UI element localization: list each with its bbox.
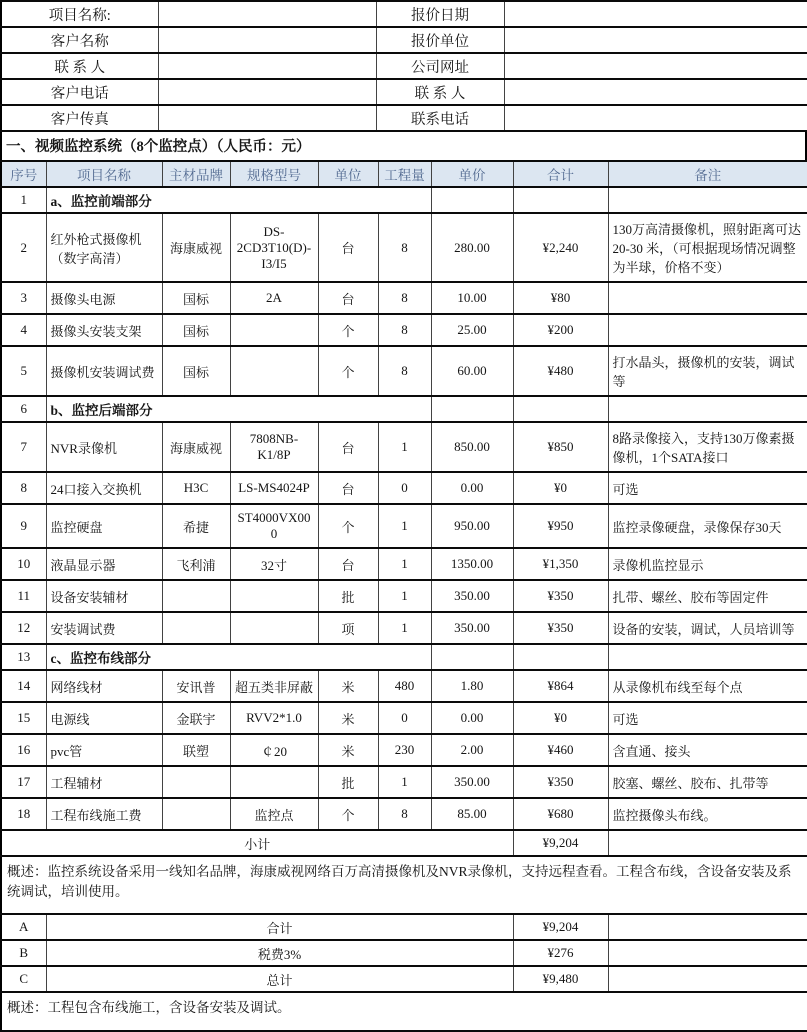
- table-row: [1, 856, 807, 914]
- cell-brand: H3C: [162, 472, 230, 504]
- cell-price: 350.00: [431, 766, 513, 798]
- cell-price: 10.00: [431, 282, 513, 314]
- cell-total: ¥80: [513, 282, 608, 314]
- cell-remark: 监控录像硬盘，录像保存30天: [608, 504, 807, 548]
- cell-spec: 7808NB-K1/8P: [230, 422, 318, 472]
- info-left-label: 联 系 人: [1, 53, 158, 79]
- cell-remark: 从录像机布线至每个点: [608, 670, 807, 702]
- cell-remark: 录像机监控显示: [608, 548, 807, 580]
- summary-value: ¥9,480: [513, 966, 608, 992]
- table-row: [1, 644, 807, 670]
- cell-no: 14: [1, 670, 46, 702]
- section-heading: c、监控布线部分: [46, 644, 431, 670]
- cell-unit: 项: [318, 612, 378, 644]
- info-right-label: 报价日期: [376, 1, 504, 27]
- cell-remark: [608, 314, 807, 346]
- summary-value: ¥9,204: [513, 914, 608, 940]
- cell-total: ¥850: [513, 422, 608, 472]
- column-header: 合计: [513, 161, 608, 187]
- section-title: 一、视频监控系统（8个监控点）（人民币：元）: [0, 132, 807, 160]
- summary-label: 税费3%: [46, 940, 513, 966]
- cell-spec: 32寸: [230, 548, 318, 580]
- table-row: [1, 992, 807, 1031]
- table-row: [1, 830, 807, 856]
- cell-name: 24口接入交换机: [46, 472, 162, 504]
- cell-price-empty: [431, 396, 513, 422]
- summary-letter: A: [1, 914, 46, 940]
- cell-name: 安装调试费: [46, 612, 162, 644]
- cell-unit: 个: [318, 314, 378, 346]
- cell-spec: ST4000VX000: [230, 504, 318, 548]
- cell-price: 60.00: [431, 346, 513, 396]
- cell-price: 2.00: [431, 734, 513, 766]
- cell-qty: 8: [378, 314, 431, 346]
- summary-label: 合计: [46, 914, 513, 940]
- cell-no: 4: [1, 314, 46, 346]
- table-row: [1, 213, 807, 282]
- info-right-value: [504, 79, 807, 105]
- cell-qty: 1: [378, 612, 431, 644]
- cell-no: 18: [1, 798, 46, 830]
- subtotal-value: ¥9,204: [513, 830, 608, 856]
- info-left-value: [158, 1, 376, 27]
- cell-total-empty: [513, 187, 608, 213]
- info-right-value: [504, 27, 807, 53]
- table-row: [1, 282, 807, 314]
- cell-total: ¥864: [513, 670, 608, 702]
- info-row: [1, 79, 807, 105]
- cell-qty: 8: [378, 798, 431, 830]
- table-row: [1, 472, 807, 504]
- info-left-value: [158, 53, 376, 79]
- table-row: [1, 914, 807, 940]
- cell-qty: 1: [378, 580, 431, 612]
- cell-unit: 个: [318, 504, 378, 548]
- cell-unit: 台: [318, 472, 378, 504]
- cell-name: 液晶显示器: [46, 548, 162, 580]
- cell-unit: 台: [318, 548, 378, 580]
- column-header: 备注: [608, 161, 807, 187]
- table-row: [1, 422, 807, 472]
- cell-brand: 联塑: [162, 734, 230, 766]
- cell-unit: 个: [318, 798, 378, 830]
- summary-letter: B: [1, 940, 46, 966]
- cell-no: 3: [1, 282, 46, 314]
- cell-price-empty: [431, 644, 513, 670]
- cell-spec: [230, 766, 318, 798]
- cell-name: 电源线: [46, 702, 162, 734]
- cell-name: 监控硬盘: [46, 504, 162, 548]
- cell-remark: 监控摄像头布线。: [608, 798, 807, 830]
- summary-letter: C: [1, 966, 46, 992]
- cell-unit: 台: [318, 422, 378, 472]
- info-left-label: 客户电话: [1, 79, 158, 105]
- cell-qty: 0: [378, 702, 431, 734]
- cell-price: 25.00: [431, 314, 513, 346]
- info-row: [1, 53, 807, 79]
- cell-price: 85.00: [431, 798, 513, 830]
- info-row: [1, 27, 807, 53]
- summary-label: 总计: [46, 966, 513, 992]
- cell-name: pvc管: [46, 734, 162, 766]
- info-row: [1, 1, 807, 27]
- cell-name: 工程布线施工费: [46, 798, 162, 830]
- cell-price: 1350.00: [431, 548, 513, 580]
- info-right-value: [504, 53, 807, 79]
- quote-info-table: [0, 0, 807, 132]
- cell-qty: 230: [378, 734, 431, 766]
- info-right-value: [504, 105, 807, 131]
- cell-brand: 国标: [162, 314, 230, 346]
- cell-unit: 台: [318, 282, 378, 314]
- cell-no: 16: [1, 734, 46, 766]
- cell-spec: [230, 314, 318, 346]
- cell-brand: 希捷: [162, 504, 230, 548]
- table-row: [1, 702, 807, 734]
- cell-price: 350.00: [431, 612, 513, 644]
- section-heading: b、监控后端部分: [46, 396, 431, 422]
- info-right-label: 报价单位: [376, 27, 504, 53]
- cell-brand: 飞利浦: [162, 548, 230, 580]
- cell-name: 工程辅材: [46, 766, 162, 798]
- cell-brand: [162, 580, 230, 612]
- cell-remark: 设备的安装，调试，人员培训等: [608, 612, 807, 644]
- cell-no: 2: [1, 213, 46, 282]
- cell-brand: 海康威视: [162, 422, 230, 472]
- cell-spec: [230, 612, 318, 644]
- cell-no: 13: [1, 644, 46, 670]
- cell-unit: 米: [318, 702, 378, 734]
- cell-spec: DS-2CD3T10(D)-I3/I5: [230, 213, 318, 282]
- subtotal-label: 小计: [1, 830, 513, 856]
- info-left-value: [158, 27, 376, 53]
- cell-name: 设备安装辅材: [46, 580, 162, 612]
- column-header: 主材品牌: [162, 161, 230, 187]
- cell-price: 280.00: [431, 213, 513, 282]
- cell-spec: RVV2*1.0: [230, 702, 318, 734]
- table-row: [1, 396, 807, 422]
- cell-total: ¥2,240: [513, 213, 608, 282]
- note-text: 概述：工程包含布线施工，含设备安装及调试。: [1, 992, 807, 1031]
- table-row: [1, 940, 807, 966]
- column-header: 项目名称: [46, 161, 162, 187]
- cell-unit: 批: [318, 580, 378, 612]
- cell-remark-empty: [608, 966, 807, 992]
- cell-qty: 8: [378, 282, 431, 314]
- cell-total: ¥0: [513, 472, 608, 504]
- info-left-label: 客户传真: [1, 105, 158, 131]
- cell-total: ¥950: [513, 504, 608, 548]
- column-header: 单位: [318, 161, 378, 187]
- cell-no: 11: [1, 580, 46, 612]
- column-header: 单价: [431, 161, 513, 187]
- cell-price: 850.00: [431, 422, 513, 472]
- cell-no: 10: [1, 548, 46, 580]
- cell-remark: 可选: [608, 702, 807, 734]
- cell-no: 8: [1, 472, 46, 504]
- cell-name: 摄像机安装调试费: [46, 346, 162, 396]
- note-text: 概述：监控系统设备采用一线知名品牌，海康威视网络百万高清摄像机及NVR录像机，支持远程查看。工程含布线，含设备安装及系统调试，培训使用。: [1, 856, 807, 914]
- info-right-value: [504, 1, 807, 27]
- cell-unit: 批: [318, 766, 378, 798]
- section-heading: a、监控前端部分: [46, 187, 431, 213]
- info-right-label: 联 系 人: [376, 79, 504, 105]
- cell-price: 950.00: [431, 504, 513, 548]
- table-row: [1, 798, 807, 830]
- table-row: [1, 766, 807, 798]
- cell-qty: 1: [378, 504, 431, 548]
- column-header: 序号: [1, 161, 46, 187]
- table-row: [1, 612, 807, 644]
- summary-value: ¥276: [513, 940, 608, 966]
- cell-spec: 超五类非屏蔽: [230, 670, 318, 702]
- cell-remark: 可选: [608, 472, 807, 504]
- cell-remark-empty: [608, 940, 807, 966]
- cell-brand: [162, 612, 230, 644]
- table-row: [1, 187, 807, 213]
- cell-qty: 8: [378, 346, 431, 396]
- cell-spec: ￠20: [230, 734, 318, 766]
- cell-brand: [162, 798, 230, 830]
- cell-total: ¥460: [513, 734, 608, 766]
- cell-remark: 胶塞、螺丝、胶布、扎带等: [608, 766, 807, 798]
- column-header: 工程量: [378, 161, 431, 187]
- info-left-label: 项目名称:: [1, 1, 158, 27]
- cell-total: ¥1,350: [513, 548, 608, 580]
- cell-no: 15: [1, 702, 46, 734]
- cell-remark-empty: [608, 830, 807, 856]
- cell-remark: [608, 282, 807, 314]
- info-left-value: [158, 105, 376, 131]
- cell-total: ¥350: [513, 580, 608, 612]
- cell-unit: 米: [318, 734, 378, 766]
- cell-no: 17: [1, 766, 46, 798]
- cell-qty: 1: [378, 422, 431, 472]
- cell-price: 1.80: [431, 670, 513, 702]
- table-row: [1, 580, 807, 612]
- cell-spec: 监控点: [230, 798, 318, 830]
- cell-spec: [230, 346, 318, 396]
- cell-total: ¥680: [513, 798, 608, 830]
- cell-price: 350.00: [431, 580, 513, 612]
- cell-price: 0.00: [431, 472, 513, 504]
- cell-remark: 130万高清摄像机，照射距离可达20-30 米，（可根据现场情况调整为半球，价格不变）: [608, 213, 807, 282]
- cell-price-empty: [431, 187, 513, 213]
- info-left-label: 客户名称: [1, 27, 158, 53]
- cell-remark: 打水晶头，摄像机的安装，调试等: [608, 346, 807, 396]
- cell-no: 12: [1, 612, 46, 644]
- table-row: [1, 734, 807, 766]
- cell-brand: 国标: [162, 346, 230, 396]
- table-row: [1, 504, 807, 548]
- cell-no: 9: [1, 504, 46, 548]
- table-row: [1, 314, 807, 346]
- cell-no: 7: [1, 422, 46, 472]
- table-row: [1, 548, 807, 580]
- cell-no: 1: [1, 187, 46, 213]
- cell-qty: 1: [378, 548, 431, 580]
- column-header: 规格型号: [230, 161, 318, 187]
- cell-name: 网络线材: [46, 670, 162, 702]
- info-left-value: [158, 79, 376, 105]
- cell-name: NVR录像机: [46, 422, 162, 472]
- cell-spec: LS-MS4024P: [230, 472, 318, 504]
- cell-spec: 2A: [230, 282, 318, 314]
- cell-brand: 安讯普: [162, 670, 230, 702]
- cell-total-empty: [513, 644, 608, 670]
- table-row: [1, 670, 807, 702]
- cell-unit: 米: [318, 670, 378, 702]
- cell-name: 摄像头电源: [46, 282, 162, 314]
- cell-name: 红外枪式摄像机（数字高清）: [46, 213, 162, 282]
- cell-remark: 含直通、接头: [608, 734, 807, 766]
- table-row: [1, 966, 807, 992]
- cell-qty: 1: [378, 766, 431, 798]
- info-right-label: 联系电话: [376, 105, 504, 131]
- cell-total: ¥350: [513, 766, 608, 798]
- cell-brand: [162, 766, 230, 798]
- cell-remark-empty: [608, 187, 807, 213]
- table-row: [1, 346, 807, 396]
- info-right-label: 公司网址: [376, 53, 504, 79]
- cell-unit: 台: [318, 213, 378, 282]
- cell-qty: 8: [378, 213, 431, 282]
- cell-remark-empty: [608, 396, 807, 422]
- info-row: [1, 105, 807, 131]
- cell-no: 6: [1, 396, 46, 422]
- cell-total: ¥350: [513, 612, 608, 644]
- cell-spec: [230, 580, 318, 612]
- cell-remark: 8路录像接入，支持130万像素摄像机，1个SATA接口: [608, 422, 807, 472]
- cell-brand: 金联宇: [162, 702, 230, 734]
- cell-remark: 扎带、螺丝、胶布等固定件: [608, 580, 807, 612]
- cell-total: ¥200: [513, 314, 608, 346]
- cell-qty: 0: [378, 472, 431, 504]
- quote-items-table: [0, 160, 807, 1032]
- cell-name: 摄像头安装支架: [46, 314, 162, 346]
- cell-price: 0.00: [431, 702, 513, 734]
- table-header-row: [1, 161, 807, 187]
- cell-unit: 个: [318, 346, 378, 396]
- cell-no: 5: [1, 346, 46, 396]
- cell-total-empty: [513, 396, 608, 422]
- cell-total: ¥0: [513, 702, 608, 734]
- cell-remark-empty: [608, 644, 807, 670]
- cell-total: ¥480: [513, 346, 608, 396]
- cell-remark-empty: [608, 914, 807, 940]
- cell-brand: 海康威视: [162, 213, 230, 282]
- cell-qty: 480: [378, 670, 431, 702]
- cell-brand: 国标: [162, 282, 230, 314]
